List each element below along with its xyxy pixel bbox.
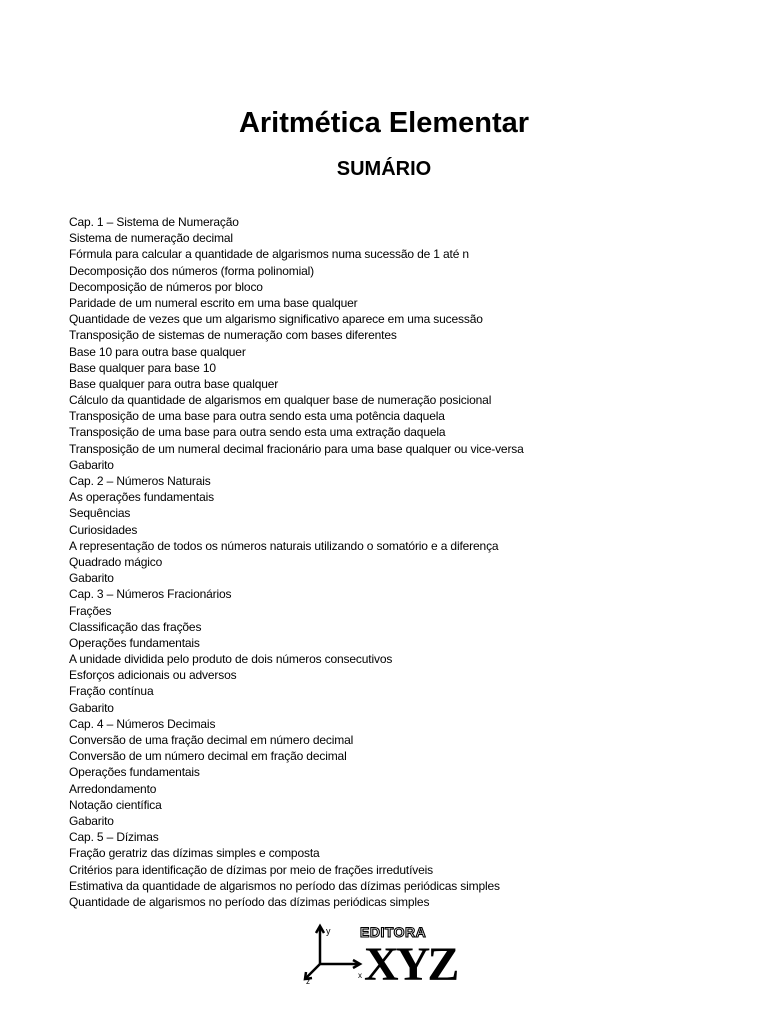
toc-entry: Operações fundamentais <box>69 765 200 780</box>
toc-entry: Estimativa da quantidade de algarismos no período das dízimas periódicas simples <box>69 878 500 893</box>
toc-entry: Cap. 4 – Números Decimais <box>69 716 216 731</box>
toc-entry: Curiosidades <box>69 522 138 537</box>
table-of-contents <box>69 214 524 910</box>
toc-entry: Transposição de sistemas de numeração com bases diferentes <box>69 328 397 343</box>
logo-axis-x: x <box>358 971 362 980</box>
toc-entry: A representação de todos os números naturais utilizando o somatório e a diferença <box>69 538 499 553</box>
axes-icon <box>305 926 360 979</box>
toc-entry: Gabarito <box>69 813 114 828</box>
toc-entry: Cap. 5 – Dízimas <box>69 830 159 845</box>
toc-entry: Transposição de uma base para outra sendo esta uma potência daquela <box>69 409 445 424</box>
toc-entry: Gabarito <box>69 457 114 472</box>
logo-axis-z: z <box>306 977 310 984</box>
toc-entry: Fração contínua <box>69 684 154 699</box>
toc-entry: Esforços adicionais ou adversos <box>69 668 237 683</box>
toc-entry: Quantidade de vezes que um algarismo significativo aparece em uma sucessão <box>69 312 483 327</box>
toc-entry: Paridade de um numeral escrito em uma base qualquer <box>69 295 358 310</box>
publisher-logo <box>300 922 470 984</box>
toc-entry: Decomposição dos números (forma polinomial) <box>69 263 314 278</box>
toc-entry: As operações fundamentais <box>69 490 215 505</box>
toc-entry: Fração geratriz das dízimas simples e composta <box>69 846 320 861</box>
toc-entry: Base qualquer para base 10 <box>69 360 216 375</box>
toc-entry: Transposição de uma base para outra sendo esta uma extração daquela <box>69 425 446 440</box>
toc-entry: Operações fundamentais <box>69 635 200 650</box>
toc-entry: Frações <box>69 603 112 618</box>
toc-entry: Cap. 2 – Números Naturais <box>69 474 211 488</box>
toc-entry: Fórmula para calcular a quantidade de algarismos numa sucessão de 1 até n <box>69 247 469 262</box>
toc-entry: Cap. 1 – Sistema de Numeração <box>69 215 239 229</box>
toc-entry: Base qualquer para outra base qualquer <box>69 376 279 391</box>
toc-entry: A unidade dividida pelo produto de dois números consecutivos <box>69 652 393 667</box>
toc-entry: Conversão de um número decimal em fração decimal <box>69 749 347 764</box>
toc-entry: Gabarito <box>69 571 114 586</box>
toc-entry: Critérios para identificação de dízimas por meio de frações irredutíveis <box>69 862 434 877</box>
logo-editora-text: EDITORA <box>360 924 427 940</box>
toc-entry: Decomposição de números por bloco <box>69 279 263 294</box>
toc-entry: Sequências <box>69 506 131 521</box>
toc-entry: Arredondamento <box>69 781 157 796</box>
toc-entry: Quantidade de algarismos no período das dízimas periódicas simples <box>69 894 430 909</box>
toc-entry: Base 10 para outra base qualquer <box>69 344 246 359</box>
toc-entry: Notação científica <box>69 797 162 812</box>
document-title: Aritmética Elementar <box>238 107 530 140</box>
toc-entry: Transposição de um numeral decimal fracionário para uma base qualquer ou vice-versa <box>69 441 524 456</box>
logo-xyz-text: XYZ <box>364 938 457 984</box>
toc-entry: Gabarito <box>69 700 114 715</box>
toc-entry: Cálculo da quantidade de algarismos em qualquer base de numeração posicional <box>69 393 492 408</box>
toc-entry: Sistema de numeração decimal <box>69 231 233 246</box>
toc-heading: SUMÁRIO <box>336 158 432 180</box>
toc-entry: Classificação das frações <box>69 619 202 634</box>
toc-entry: Cap. 3 – Números Fracionários <box>69 587 232 602</box>
toc-entry: Quadrado mágico <box>69 554 163 569</box>
logo-axis-y: y <box>326 926 331 936</box>
toc-entry: Conversão de uma fração decimal em número decimal <box>69 733 354 747</box>
